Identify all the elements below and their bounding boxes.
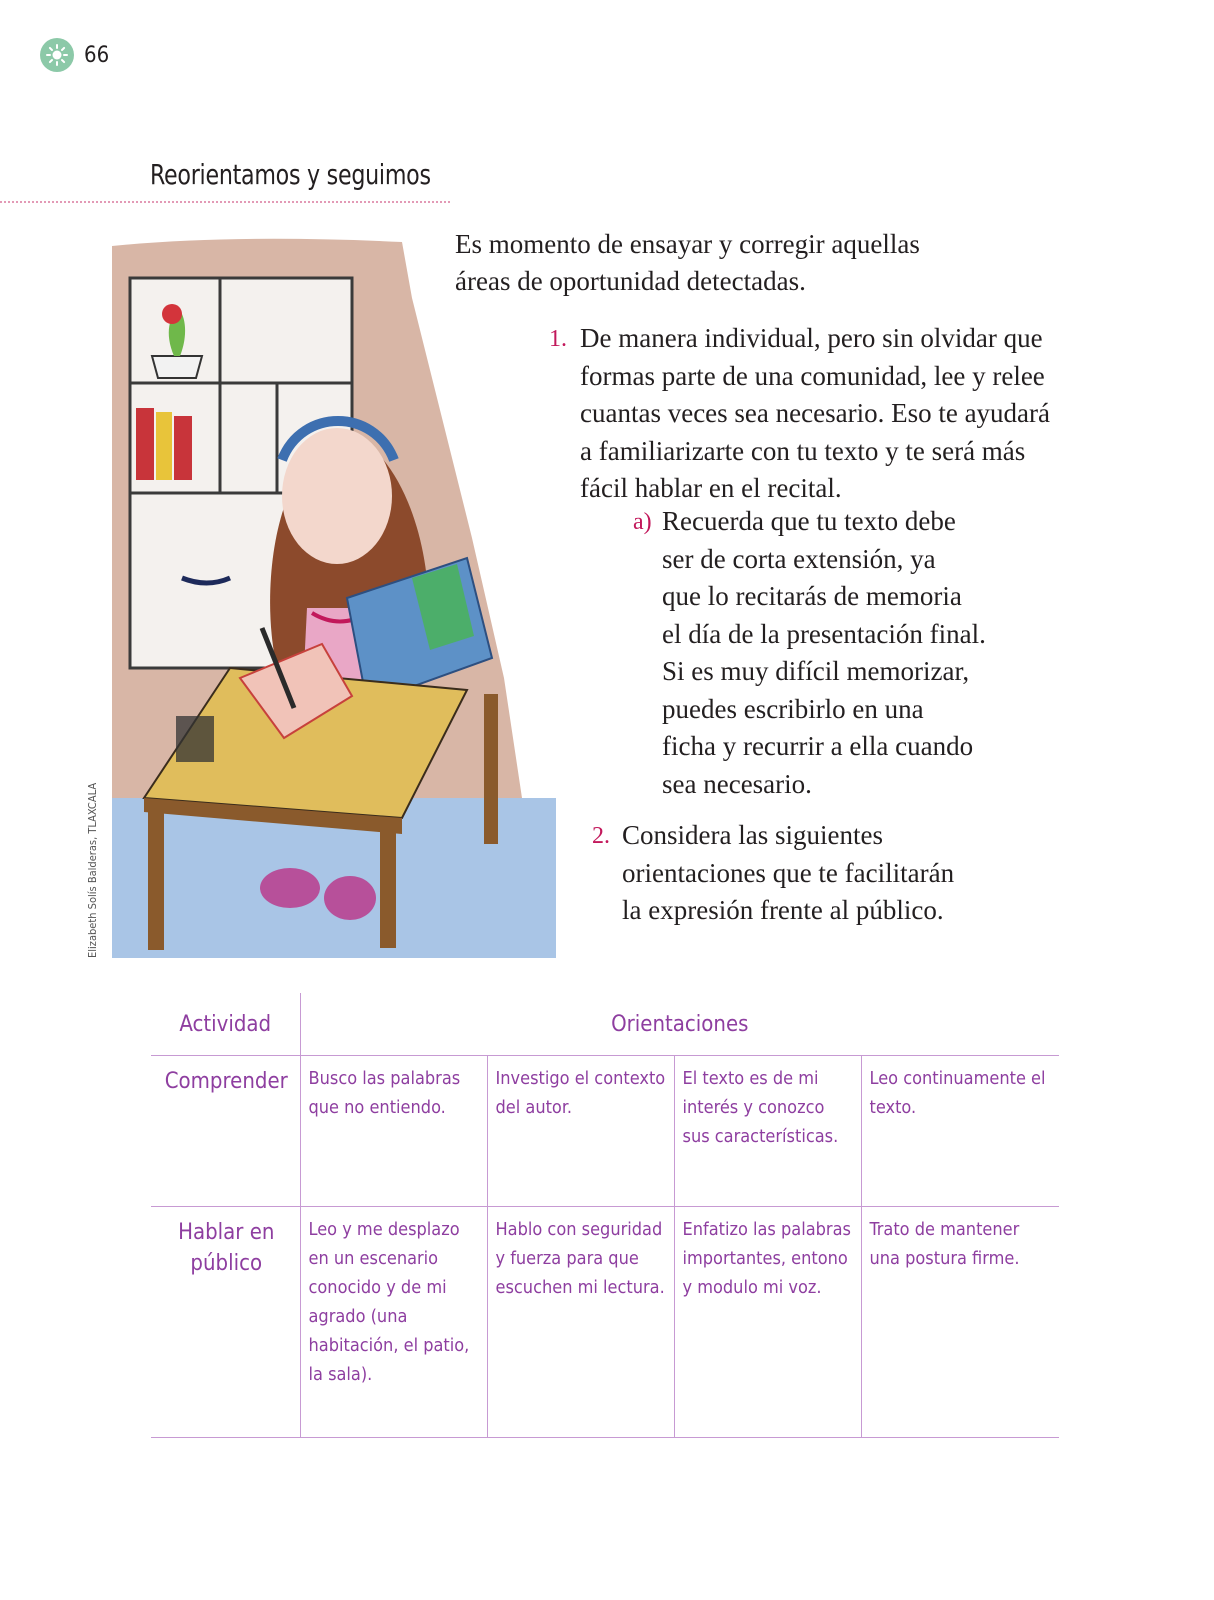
step-line: Considera las siguientes (622, 820, 883, 850)
activity-cell: Hablar en público (151, 1207, 300, 1438)
illustration-credit: Elizabeth Solís Balderas, TLAXCALA (86, 782, 99, 958)
orientation-cell: El texto es de mi interés y conozco sus características. (674, 1056, 861, 1207)
sub-step-line: puedes escribirlo en una (662, 693, 924, 724)
orientation-cell: Busco las palabras que no entiendo. (300, 1056, 487, 1207)
header-activity: Actividad (151, 993, 300, 1056)
title-divider (0, 201, 450, 203)
page-number: 66 (84, 42, 110, 68)
step-2 (592, 817, 1002, 930)
orientation-cell: Trato de mantener una postura firme. (861, 1207, 1059, 1438)
orientation-cell: Enfatizo las palabras importantes, entono y modulo mi voz. (674, 1207, 861, 1438)
sub-step-line: que lo recitarás de memoria (662, 581, 962, 611)
orientation-cell: Investigo el contexto del autor. (487, 1056, 674, 1207)
orientation-cell: Hablo con seguridad y fuerza para que escuchen mi lectura. (487, 1207, 674, 1438)
step-number: 1. (549, 326, 567, 352)
table-row (151, 1207, 1059, 1438)
orientation-cell: Leo continuamente el texto. (861, 1056, 1059, 1207)
step-line: formas parte de una comunidad, lee y relee (580, 360, 1045, 391)
intro-line: Es momento de ensayar y corregir aquellas (455, 229, 920, 259)
sub-step-line: ficha y recurrir a ella cuando (662, 731, 974, 761)
step-line: a familiarizarte con tu texto y te será más (580, 435, 1026, 466)
step-line: fácil hablar en el recital. (580, 473, 842, 503)
sub-step-line: Recuerda que tu texto debe (662, 506, 956, 536)
step-1 (549, 320, 1051, 508)
step-line: cuantas veces sea necesario. Eso te ayudará (580, 398, 1051, 428)
orientations-table (151, 993, 1059, 1438)
table-row (151, 1056, 1059, 1207)
step-line: De manera individual, pero sin olvidar que (580, 323, 1043, 353)
orientation-cell: Leo y me desplazo en un escenario conocido y de mi agrado (una habitación, el patio, la sala). (300, 1207, 487, 1438)
activity-cell: Comprender (151, 1056, 300, 1207)
section-title: Reorientamos y seguimos (150, 158, 431, 191)
sub-step-line: el día de la presentación final. (662, 618, 986, 649)
sub-step-letter: a) (633, 509, 652, 535)
sub-step-line: sea necesario. (662, 768, 812, 799)
girl-reading-illustration (112, 238, 556, 958)
header-orientations: Orientaciones (300, 993, 1059, 1056)
intro-paragraph (455, 226, 975, 300)
step-1-sub-a (633, 503, 1002, 803)
intro-line: áreas de oportunidad detectadas. (455, 266, 806, 296)
sub-step-line: ser de corta extensión, ya (662, 543, 936, 574)
step-line: orientaciones que te facilitarán (622, 857, 955, 888)
step-number: 2. (592, 823, 610, 849)
sun-icon (40, 38, 74, 72)
page-number-area (40, 38, 109, 72)
step-line: la expresión frente al público. (622, 895, 944, 925)
sub-step-line: Si es muy difícil memorizar, (662, 656, 970, 686)
